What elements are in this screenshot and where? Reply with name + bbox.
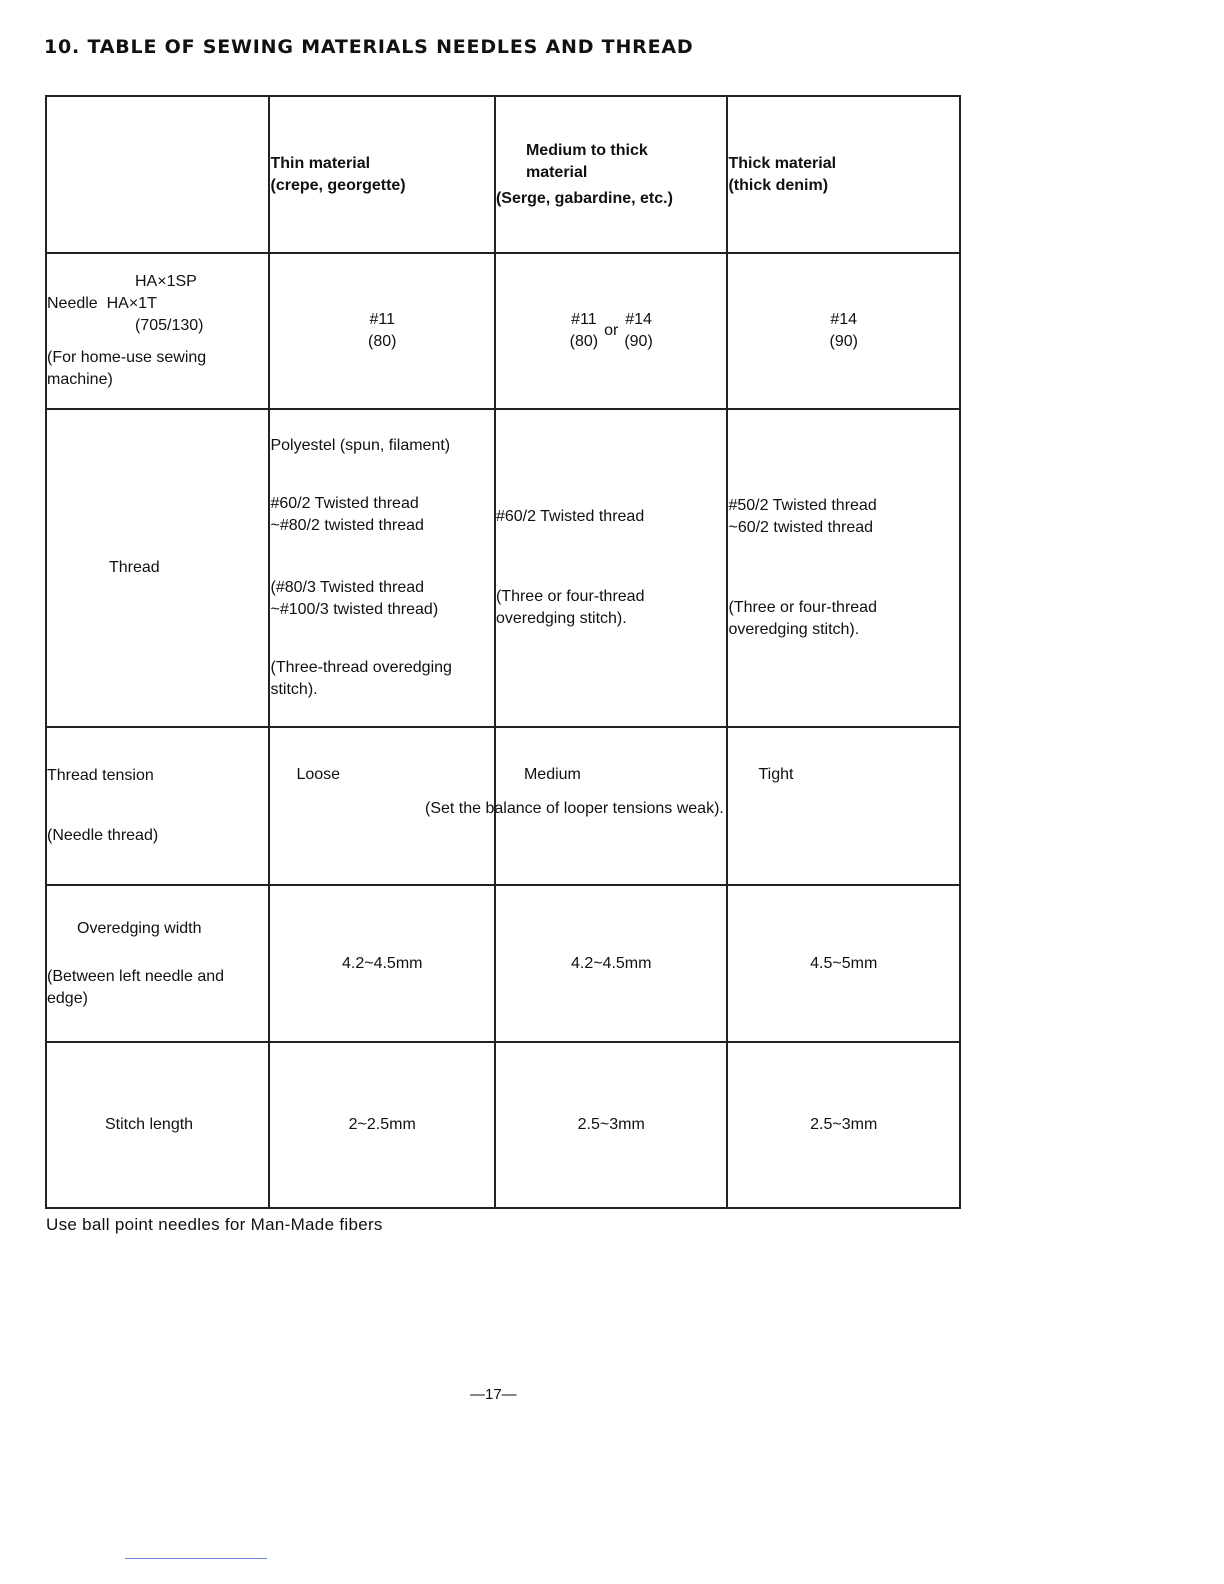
tension-thick: Tight [727,727,960,885]
col-header-thin: Thin material (crepe, georgette) [269,96,494,253]
width-label: Overedging width (Between left needle and edge) [46,885,269,1042]
divider-line [125,1558,267,1559]
tension-medium: Medium [495,727,728,885]
width-thin: 4.2~4.5mm [269,885,494,1042]
tension-label: Thread tension (Needle thread) [46,727,269,885]
thread-thick: #50/2 Twisted thread ~60/2 twisted thread (Three or four-thread overedging stitch). [727,409,960,727]
table-row-needle [46,253,960,409]
stitch-label: Stitch length [46,1042,269,1208]
table-header-row [46,96,960,253]
needle-medium: #11 (80) or #14 (90) [495,253,728,409]
stitch-thin: 2~2.5mm [269,1042,494,1208]
col-header-thick: Thick material (thick denim) [727,96,960,253]
needle-thick: #14 (90) [727,253,960,409]
footnote: Use ball point needles for Man-Made fibers [46,1215,383,1234]
or-word: or [604,322,619,339]
needle-label: HA×1SP Needle HA×1T (705/130) (For home-use sewing machine) [46,253,269,409]
table-row-thread [46,409,960,727]
stitch-medium: 2.5~3mm [495,1042,728,1208]
table-row-width [46,885,960,1042]
width-medium: 4.2~4.5mm [495,885,728,1042]
thread-thin: Polyestel (spun, filament) #60/2 Twisted thread ~#80/2 twisted thread (#80/3 Twisted thread ~#100/3 twisted thread) (Three-thread overedging stitch). [269,409,494,727]
thread-medium: #60/2 Twisted thread (Three or four-thread overedging stitch). [495,409,728,727]
needle-thin: #11 (80) [269,253,494,409]
materials-table [45,95,961,1209]
width-thick: 4.5~5mm [727,885,960,1042]
corner-cell [46,96,269,253]
looper-tension-note: (Set the balance of looper tensions weak). [425,800,724,817]
page-number: —17— [470,1386,517,1403]
page-title: 10. TABLE OF SEWING MATERIALS NEEDLES AND THREAD [44,36,694,58]
table-row-stitch [46,1042,960,1208]
col-header-medium: Medium to thick material (Serge, gabardine, etc.) [495,96,728,253]
tension-thin: Loose [269,727,494,885]
thread-label: Thread [46,409,269,727]
stitch-thick: 2.5~3mm [727,1042,960,1208]
